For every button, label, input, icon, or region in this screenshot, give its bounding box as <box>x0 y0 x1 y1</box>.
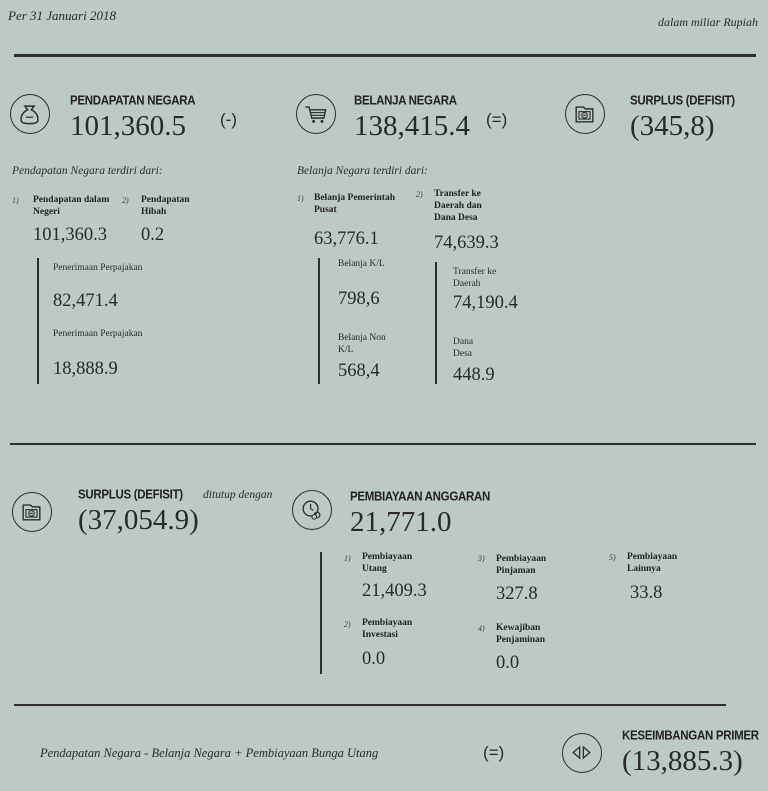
surplus-value: (345,8) <box>630 110 715 142</box>
transfer-daerah-desa-value: 74,639.3 <box>434 233 499 253</box>
pendapatan-dalam-negeri-label: Pendapatan dalam Negeri <box>33 195 110 217</box>
transfer-daerah-desa-label: Transfer ke Daerah dan Dana Desa <box>434 189 482 223</box>
formula-text: Pendapatan Negara - Belanja Negara + Pembiayaan Bunga Utang <box>40 746 379 760</box>
belanja-pusat-bracket <box>318 258 320 384</box>
item-number: 5) <box>609 553 616 562</box>
dana-desa-value: 448.9 <box>453 365 495 385</box>
bottom-divider <box>14 704 726 706</box>
item-number: 1) <box>12 196 19 205</box>
pembiayaan-lainnya-value: 33.8 <box>630 583 663 603</box>
item-number: 3) <box>478 554 485 563</box>
pembiayaan-investasi-value: 0.0 <box>362 649 386 669</box>
item-number: 2) <box>122 196 129 205</box>
belanja-pusat-value: 63,776.1 <box>314 229 379 249</box>
pendapatan-value: 101,360.5 <box>70 110 186 142</box>
pendapatan-sub-bracket <box>37 258 39 384</box>
penerimaan-perpajakan-label-2: Penerimaan Perpajakan <box>53 329 143 339</box>
pembiayaan-utang-value: 21,409.3 <box>362 581 427 601</box>
pembiayaan-utang-label: Pembiayaan Utang <box>362 552 413 574</box>
item-number: 1) <box>344 554 351 563</box>
belanja-non-kl-label: Belanja Non K/L <box>338 333 386 355</box>
pendapatan-hibah-value: 0.2 <box>141 225 165 245</box>
item-number: 4) <box>478 624 485 633</box>
dana-desa-label: Dana Desa <box>453 337 474 359</box>
folder-minus-icon <box>565 94 605 134</box>
footer-equals-operator: (=) <box>483 743 505 762</box>
pembiayaan-lainnya-label: Pembiayaan Lainnya <box>627 552 678 574</box>
surplus-bottom-value: (37,054.9) <box>78 504 199 536</box>
transfer-bracket <box>435 262 437 384</box>
pendapatan-dalam-negeri-value: 101,360.3 <box>33 225 107 245</box>
middle-divider <box>10 443 756 445</box>
item-number: 1) <box>297 194 304 203</box>
keseimbangan-value: (13,885.3) <box>622 745 743 777</box>
item-number: 2) <box>344 620 351 629</box>
pendapatan-intro: Pendapatan Negara terdiri dari: <box>12 165 163 177</box>
report-date: Per 31 Januari 2018 <box>8 8 116 23</box>
belanja-title: BELANJA NEGARA <box>354 94 457 108</box>
penerimaan-perpajakan-label: Penerimaan Perpajakan <box>53 263 143 273</box>
belanja-intro: Belanja Negara terdiri dari: <box>297 165 428 177</box>
left-right-arrows-icon <box>562 733 602 773</box>
equals-operator: (=) <box>486 110 508 129</box>
belanja-value: 138,415.4 <box>354 110 470 142</box>
minus-operator: (-) <box>220 110 237 129</box>
unit-note: dalam miliar Rupiah <box>657 15 758 29</box>
pendapatan-hibah-label: Pendapatan Hibah <box>141 195 190 217</box>
item-number: 2) <box>416 190 423 199</box>
folder-minus-icon <box>12 492 52 532</box>
keseimbangan-title: KESEIMBANGAN PRIMER <box>622 729 759 743</box>
belanja-kl-label: Belanja K/L <box>338 259 385 269</box>
penerimaan-perpajakan-value: 82,471.4 <box>53 291 118 311</box>
top-divider <box>14 54 756 57</box>
ditutup-dengan: ditutup dengan <box>203 489 273 501</box>
kewajiban-penjaminan-value: 0.0 <box>496 653 520 673</box>
money-bag-icon <box>10 94 50 134</box>
penerimaan-perpajakan-value-2: 18,888.9 <box>53 359 118 379</box>
pembiayaan-value: 21,771.0 <box>350 506 452 538</box>
pembiayaan-pinjaman-label: Pembiayaan Pinjaman <box>496 554 547 576</box>
belanja-kl-value: 798,6 <box>338 289 380 309</box>
clock-coins-icon <box>292 490 332 530</box>
pembiayaan-pinjaman-value: 327.8 <box>496 584 538 604</box>
surplus-title: SURPLUS (DEFISIT) <box>630 94 735 108</box>
transfer-daerah-value: 74,190.4 <box>453 293 518 313</box>
shopping-cart-icon <box>296 94 336 134</box>
kewajiban-penjaminan-label: Kewajiban Penjaminan <box>496 623 546 645</box>
pembiayaan-investasi-label: Pembiayaan Investasi <box>362 618 413 640</box>
transfer-daerah-label: Transfer ke Daerah <box>453 267 497 289</box>
belanja-non-kl-value: 568,4 <box>338 361 380 381</box>
pendapatan-title: PENDAPATAN NEGARA <box>70 94 196 108</box>
surplus-bottom-title: SURPLUS (DEFISIT) <box>78 488 183 502</box>
belanja-pusat-label: Belanja Pemerintah Pusat <box>314 193 396 215</box>
pembiayaan-bracket <box>320 552 322 674</box>
pembiayaan-title: PEMBIAYAAN ANGGARAN <box>350 490 490 504</box>
